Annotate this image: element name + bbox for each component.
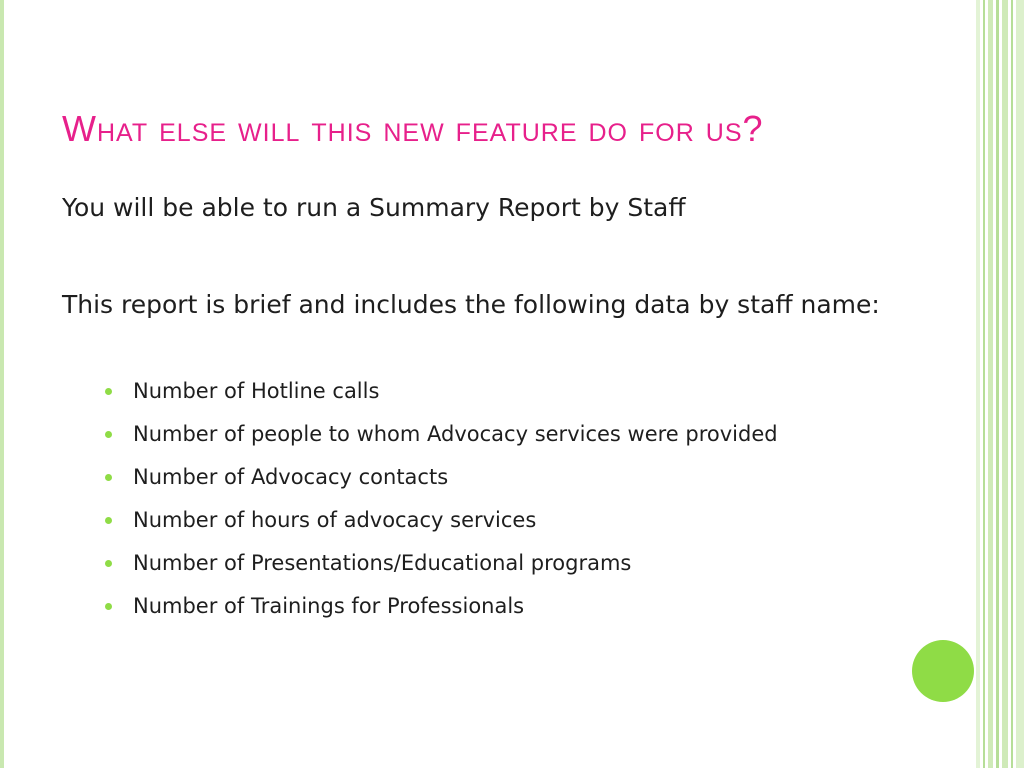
bullet-dot-icon [105, 431, 112, 438]
right-stripe-decoration [976, 0, 980, 768]
right-stripe-decoration [983, 0, 985, 768]
green-circle-decoration [912, 640, 974, 702]
bullet-dot-icon [105, 603, 112, 610]
bullet-dot-icon [105, 560, 112, 567]
right-stripe-decoration [1016, 0, 1024, 768]
right-stripe-decoration [1002, 0, 1008, 768]
bullet-item [104, 417, 804, 451]
bullet-item [104, 589, 804, 623]
bullet-text: Number of Advocacy contacts [133, 465, 449, 489]
bullet-dot-icon [105, 474, 112, 481]
body-paragraph: You will be able to run a Summary Report by Staff [62, 193, 686, 222]
bullet-text: Number of people to whom Advocacy services were provided [133, 422, 778, 446]
left-border-decoration [0, 0, 4, 768]
right-stripe-decoration [988, 0, 993, 768]
bullet-item [104, 460, 804, 494]
bullet-dot-icon [105, 388, 112, 395]
bullet-item [104, 503, 804, 537]
bullet-text: Number of Trainings for Professionals [133, 594, 525, 618]
bullet-text: Number of Presentations/Educational programs [133, 551, 632, 575]
right-stripe-decoration [1011, 0, 1013, 768]
bullet-item [104, 546, 804, 580]
bullet-list [104, 374, 804, 632]
slide-title: What else will this new feature do for us? [62, 108, 764, 149]
bullet-item [104, 374, 804, 408]
body-paragraph: This report is brief and includes the following data by staff name: [62, 290, 880, 319]
right-stripe-decoration [996, 0, 999, 768]
bullet-dot-icon [105, 517, 112, 524]
bullet-text: Number of hours of advocacy services [133, 508, 537, 532]
bullet-text: Number of Hotline calls [133, 379, 380, 403]
